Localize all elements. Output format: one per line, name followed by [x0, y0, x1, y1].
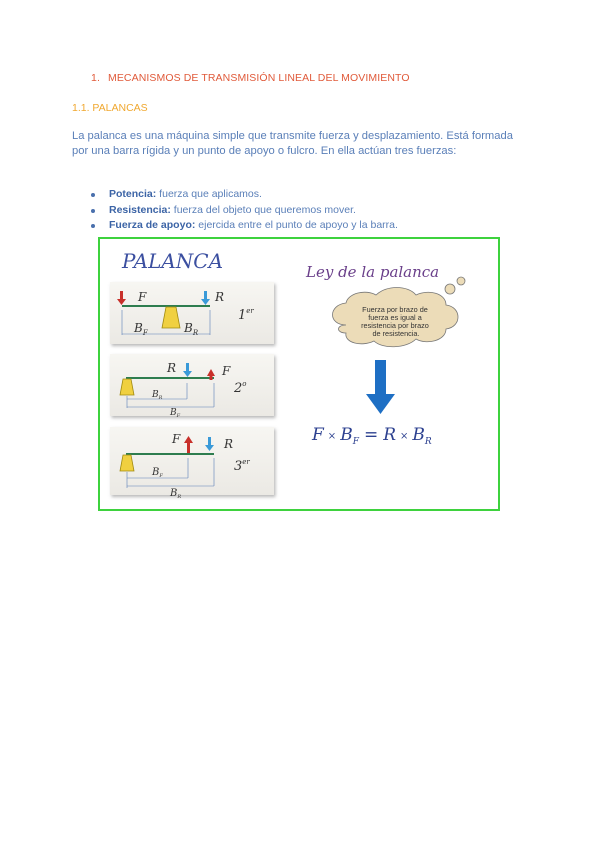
force-desc: fuerza que aplicamos. [156, 188, 262, 200]
lever-class-label: 3er [234, 458, 250, 474]
resistance-arrow-icon [204, 291, 207, 300]
force-term: Fuerza de apoyo: [109, 219, 196, 231]
resistance-arrow-icon [186, 363, 189, 372]
section-number: 1. [91, 72, 100, 84]
force-label: F [172, 432, 181, 446]
resistance-arrow-icon [208, 437, 211, 446]
resistance-label: R [167, 361, 177, 375]
lever-illustration [100, 239, 498, 509]
down-arrow-icon [366, 360, 395, 414]
bullet-icon [91, 209, 95, 213]
force-arm-label: $B_F$ [134, 321, 148, 337]
force-term: Potencia: [109, 188, 157, 200]
bullet-icon [91, 193, 95, 197]
resistance-arm-label: $B_R$ [152, 390, 163, 401]
list-item [91, 187, 398, 203]
lever-card-third-class [110, 427, 274, 500]
lever-card-first-class [110, 282, 274, 344]
bullet-icon [91, 224, 95, 228]
list-item [91, 203, 398, 219]
force-arm-label: $B_F$ [152, 467, 163, 479]
resistance-arm-label: $B_R$ [170, 488, 182, 500]
force-desc: fuerza del objeto que queremos mover. [170, 203, 356, 216]
lever-figure [98, 237, 500, 511]
force-desc: ejercida entre el punto de apoyo y la barra. [195, 219, 398, 231]
force-label: F [222, 364, 231, 378]
force-term: Resistencia: [109, 203, 171, 216]
lever-formula: $F \times B_F = R \times B_R$ [312, 425, 432, 447]
lever-class-label: 1er [238, 307, 254, 323]
subsection-heading: 1.1. PALANCAS [72, 102, 148, 114]
lever-card-second-class [110, 354, 274, 419]
cloud-text: Fuerza por brazo de fuerza es igual a resistencia por brazo de resistencia. [361, 305, 429, 338]
list-item [91, 218, 398, 234]
section-heading [91, 72, 410, 84]
force-arrow-icon [187, 442, 190, 453]
forces-list [91, 187, 398, 234]
intro-paragraph: La palanca es una máquina simple que transmite fuerza y desplazamiento. Está formada por una barra rígida y un punto de apoyo o fulcro. En ella actúan tres fuerzas: [72, 130, 513, 157]
figure-title: PALANCA [122, 249, 224, 273]
force-arrow-icon [120, 291, 123, 300]
resistance-label: R [215, 290, 225, 304]
section-title: MECANISMOS DE TRANSMISIÓN LINEAL DEL MOVIMIENTO [107, 72, 410, 84]
law-title: Ley de la palanca [306, 263, 440, 281]
resistance-arm-label: $B_R$ [184, 321, 199, 337]
lever-class-label: 2$^o$ [234, 380, 247, 396]
force-label: F [138, 290, 147, 304]
resistance-label: R [224, 437, 234, 451]
force-arm-label: $B_F$ [170, 408, 181, 419]
